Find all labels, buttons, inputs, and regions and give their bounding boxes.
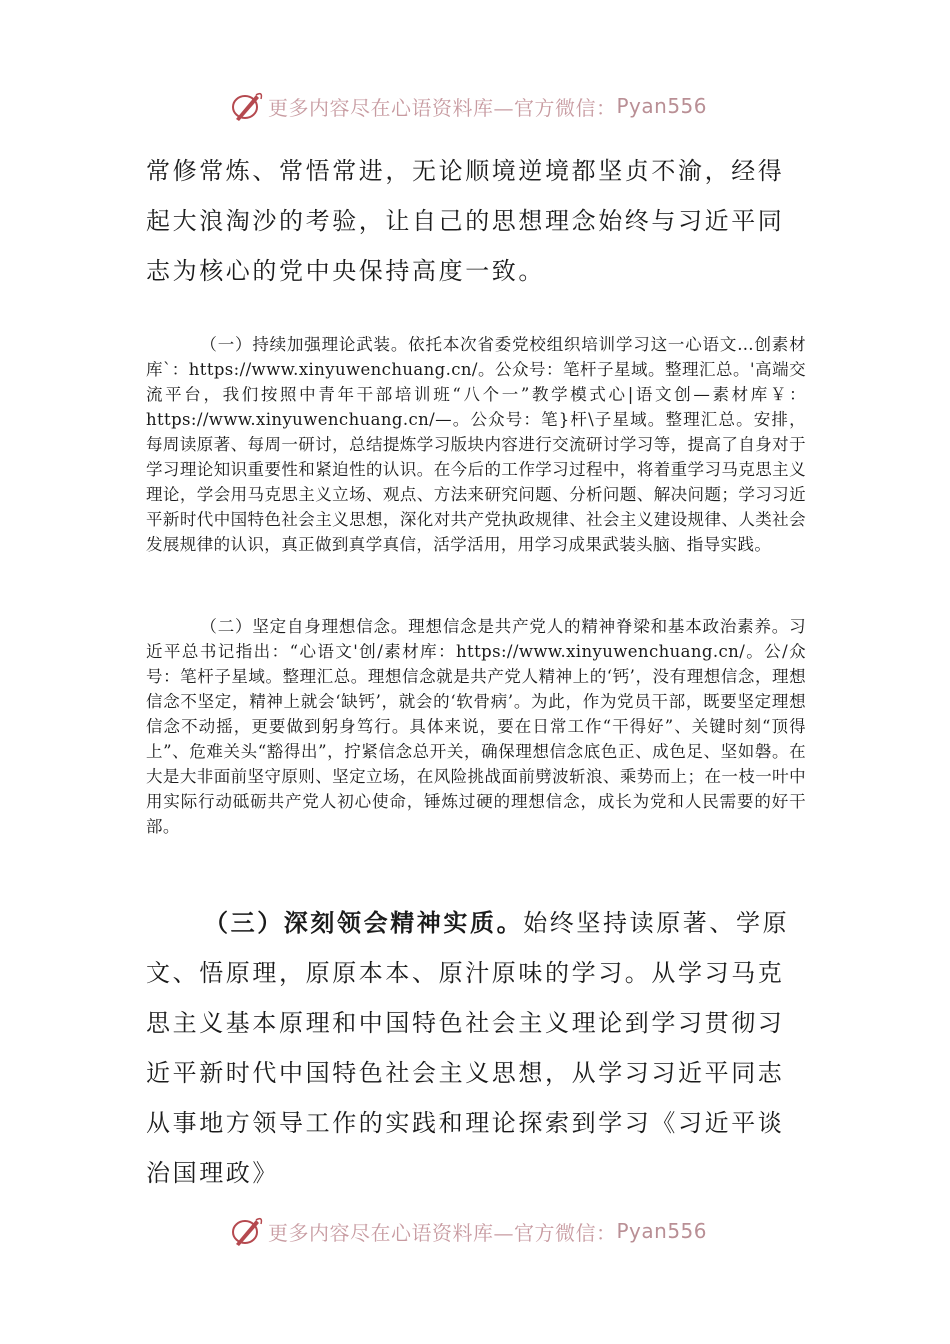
footer-handle: Pyan556	[616, 1219, 708, 1243]
paragraph-section-1	[146, 332, 806, 557]
paragraph-continuation: 常修常炼、常悟常进，无论顺境逆境都坚贞不渝，经得起大浪淘沙的考验，让自己的思想理念始终与习近平同志为核心的党中央保持高度一致。	[146, 157, 785, 285]
header-watermark	[230, 86, 707, 126]
paragraph-section-2	[146, 614, 806, 839]
footer-watermark	[230, 1211, 707, 1251]
section-1-text: （一）持续加强理论武装。依托本次省委党校组织培训学习这一心语文…创素材库`：https://www.xinyuwenchuang.cn/。公众号：笔杆子星域。整理汇总。'高端交流平台，我们按照中青年干部培训班“八个一”教学模式心|语文创—素材库￥：https://www.xinyuwenchuang.cn/—。公众号：笔}杆\子星域。整理汇总。安排，每周读原著、每周一研讨，总结提炼学习版块内容进行交流研讨学习等，提高了自身对于学习理论知识重要性和紧迫性的认识。在今后的工作学习过程中，将着重学习马克思主义理论，学会用马克思主义立场、观点、方法来研究问题、分析问题、解决问题；学习习近平新时代中国特色社会主义思想，深化对共产党执政规律、社会主义建设规律、人类社会发展规律的认识，真正做到真学真信，活学活用，用学习成果武装头脑、指导实践。	[146, 335, 806, 554]
quill-pen-icon	[230, 1214, 264, 1248]
section-3-body: 始终坚持读原著、学原文、悟原理，原原本本、原汁原味的学习。从学习马克思主义基本原理和中国特色社会主义理论到学习贯彻习近平新时代中国特色社会主义思想，从学习习近平同志从事地方领导工作的实践和理论探索到学习《习近平谈治国理政》	[146, 909, 790, 1187]
paragraph-section-3	[146, 898, 806, 1198]
section-3-heading: （三）深刻领会精神实质。	[204, 908, 524, 937]
header-handle: Pyan556	[616, 94, 708, 118]
quill-pen-icon	[230, 89, 264, 123]
header-text: 更多内容尽在心语资料库—官方微信：	[268, 95, 617, 120]
section-2-text: （二）坚定自身理想信念。理想信念是共产党人的精神脊梁和基本政治素养。习近平总书记指出：“心语文'创/素材库：https://www.xinyuwenchuang.cn/。公/众号：笔杆子星域。整理汇总。理想信念就是共产党人精神上的‘钙’，没有理想信念，理想信念不坚定，精神上就会‘缺钙’，就会的‘软骨病’。为此，作为党员干部，既要坚定理想信念不动摇，更要做到躬身笃行。具体来说，要在日常工作“干得好”、关键时刻“顶得上”、危难关头“豁得出”，拧紧信念总开关，确保理想信念底色正、成色足、坚如磐。在大是大非面前坚守原则、坚定立场，在风险挑战面前劈波斩浪、乘势而上；在一枝一叶中用实际行动砥砺共产党人初心使命，锤炼过硬的理想信念，成长为党和人民需要的好干部。	[146, 617, 806, 836]
footer-text: 更多内容尽在心语资料库—官方微信：	[268, 1220, 617, 1245]
